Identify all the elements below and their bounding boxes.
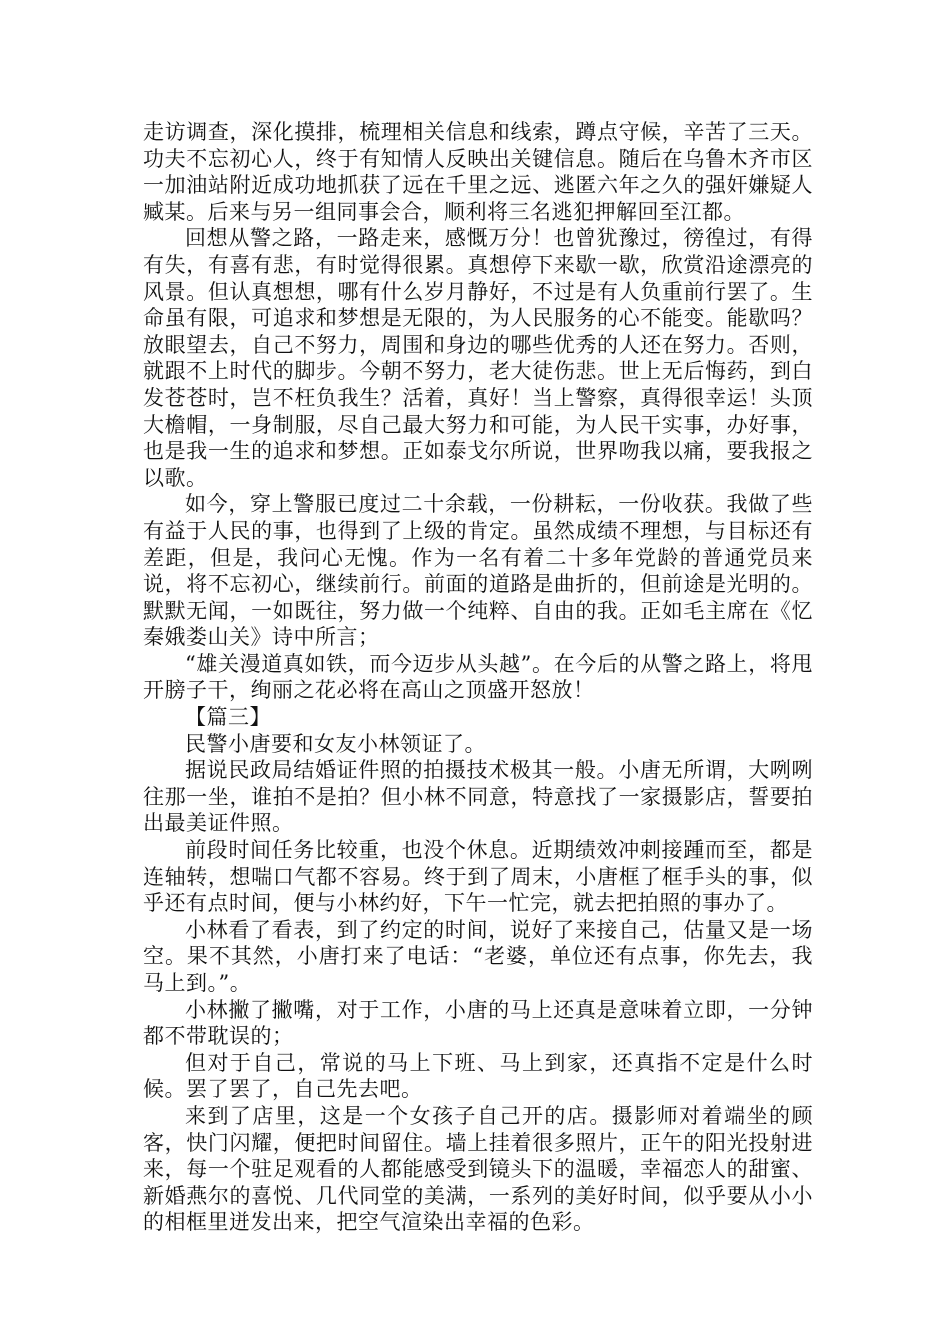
paragraph: 但对于自己，常说的马上下班、马上到家，还真指不定是什么时候。罢了罢了，自己先去吧。 bbox=[143, 1050, 813, 1102]
paragraph: 小林撇了撇嘴，对于工作，小唐的马上还真是意味着立即，一分钟都不带耽误的； bbox=[143, 997, 813, 1049]
section-heading: 【篇三】 bbox=[185, 705, 271, 730]
paragraph: 前段时间任务比较重，也没个休息。近期绩效冲刺接踵而至，都是连轴转，想喘口气都不容易。终于到了周末，小唐框了框手头的事，似乎还有点时间，便与小林约好，下午一忙完，就去把拍照的事办了。 bbox=[143, 838, 813, 916]
paragraph: 来到了店里，这是一个女孩子自己开的店。摄影师对着端坐的顾客，快门闪耀，便把时间留住。墙上挂着很多照片，正午的阳光投射进来，每一个驻足观看的人都能感受到镜头下的温暖，幸福恋人的甜蜜、新婚燕尔的喜悦、几代同堂的美满，一系列的美好时间，似乎要从小小的相框里迸发出来，把空气渲染出幸福的色彩。 bbox=[143, 1103, 813, 1235]
paragraph: 如今，穿上警服已度过二十余载，一份耕耘，一份收获。我做了些有益于人民的事，也得到了上级的肯定。虽然成绩不理想，与目标还有差距，但是，我问心无愧。作为一名有着二十多年党龄的普通党员来说，将不忘初心，继续前行。前面的道路是曲折的，但前途是光明的。默默无闻，一如既往，努力做一个纯粹、自由的我。正如毛主席在《忆秦娥娄山关》诗中所言； bbox=[143, 492, 813, 650]
paragraph: 民警小唐要和女友小林领证了。 bbox=[185, 731, 486, 756]
paragraph: 小林看了看表，到了约定的时间，说好了来接自己，估量又是一场空。果不其然，小唐打来了电话：“老婆，单位还有点事，你先去，我马上到。”。 bbox=[143, 917, 813, 995]
paragraph: 据说民政局结婚证件照的拍摄技术极其一般。小唐无所谓，大咧咧往那一坐，谁拍不是拍？但小林不同意，特意找了一家摄影店，誓要拍出最美证件照。 bbox=[143, 758, 813, 836]
paragraph-quote: “雄关漫道真如铁，而今迈步从头越”。在今后的从警之路上，将甩开膀子干，绚丽之花必将在高山之顶盛开怒放！ bbox=[143, 651, 813, 703]
paragraph: 回想从警之路，一路走来，感慨万分！也曾犹豫过，徬徨过，有得有失，有喜有悲，有时觉得很累。真想停下来歇一歇，欣赏沿途漂亮的风景。但认真想想，哪有什么岁月静好，不过是有人负重前行罢了。生命虽有限，可追求和梦想是无限的，为人民服务的心不能变。能歇吗？放眼望去，自己不努力，周围和身边的哪些优秀的人还在努力。否则，就跟不上时代的脚步。今朝不努力，老大徒伤悲。世上无后悔药，到白发苍苍时，岂不枉负我生？活着，真好！当上警察，真得很幸运！头顶大檐帽，一身制服，尽自己最大努力和可能，为人民干实事，办好事，也是我一生的追求和梦想。正如泰戈尔所说，世界吻我以痛，要我报之以歌。 bbox=[143, 226, 813, 490]
body-text bbox=[143, 119, 813, 1236]
paragraph: 走访调查，深化摸排，梳理相关信息和线索，蹲点守候，辛苦了三天。功夫不忘初心人，终于有知情人反映出关键信息。随后在乌鲁木齐市区一加油站附近成功地抓获了远在千里之远、逃匿六年之久的强奸嫌疑人臧某。后来与另一组同事会合，顺利将三名逃犯押解回至江都。 bbox=[143, 120, 813, 224]
